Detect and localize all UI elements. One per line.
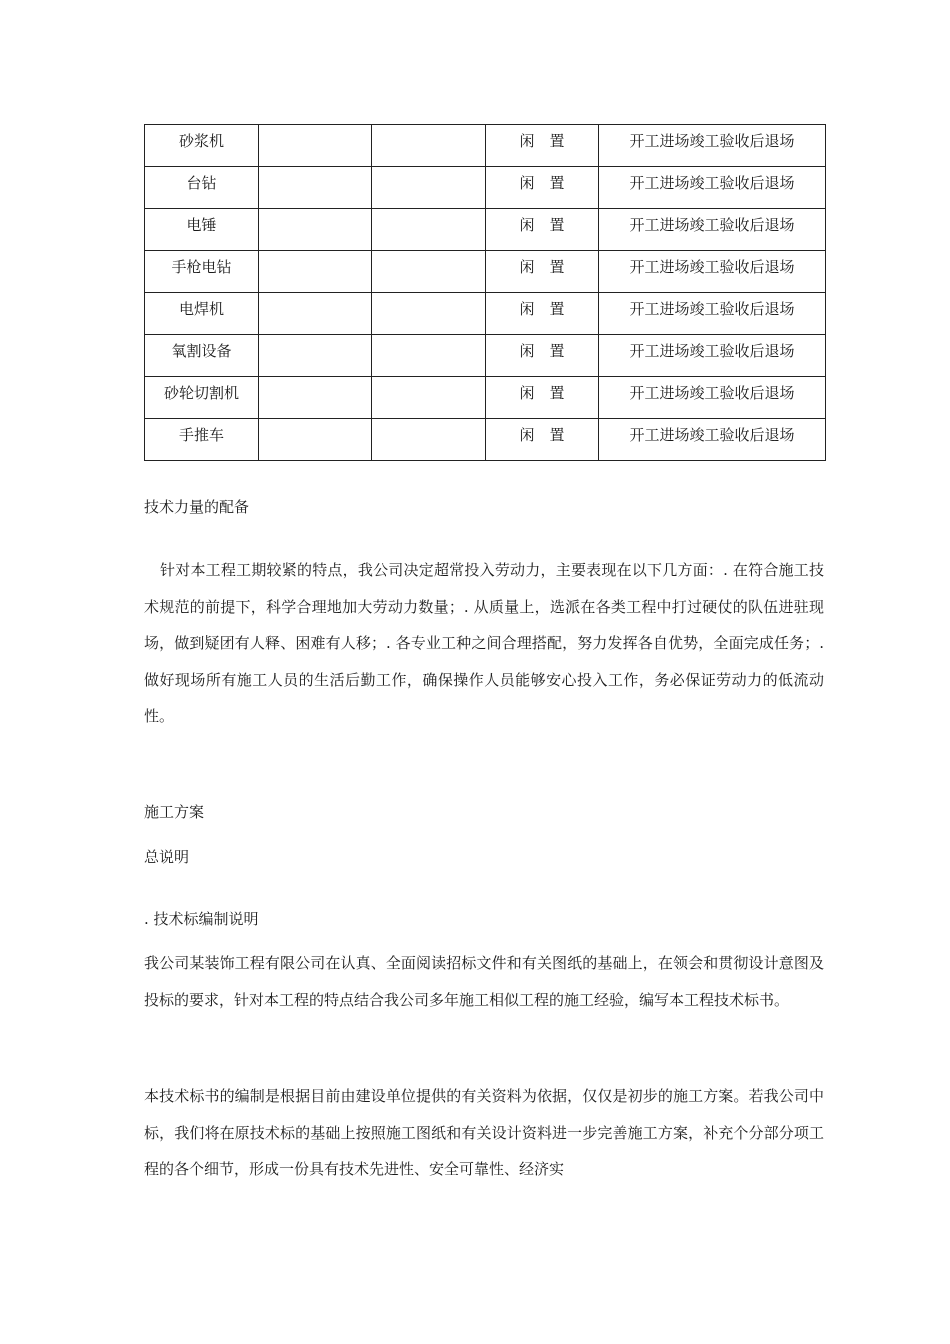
empty-cell: [259, 251, 372, 293]
empty-cell: [259, 335, 372, 377]
compile-notes-heading: . 技术标编制说明: [144, 910, 259, 928]
table-row: [145, 293, 826, 335]
equipment-table: [144, 124, 826, 461]
empty-cell: [259, 167, 372, 209]
schedule-cell: 开工进场竣工验收后退场: [599, 377, 826, 419]
schedule-cell: 开工进场竣工验收后退场: [599, 251, 826, 293]
equipment-name-cell: 手枪电钻: [145, 251, 259, 293]
schedule-cell: 开工进场竣工验收后退场: [599, 209, 826, 251]
equipment-name-cell: 台钻: [145, 167, 259, 209]
equipment-name-cell: 砂浆机: [145, 125, 259, 167]
status-cell: 闲 置: [486, 335, 599, 377]
empty-cell: [372, 167, 486, 209]
equipment-name-cell: 电锤: [145, 209, 259, 251]
schedule-cell: 开工进场竣工验收后退场: [599, 293, 826, 335]
empty-cell: [259, 209, 372, 251]
status-cell: 闲 置: [486, 209, 599, 251]
empty-cell: [372, 377, 486, 419]
compile-paragraph-2: 本技术标书的编制是根据目前由建设单位提供的有关资料为依据，仅仅是初步的施工方案。若我公司中标，我们将在原技术标的基础上按照施工图纸和有关设计资料进一步完善施工方案，补充个分部分项工程的各个细节，形成一份具有技术先进性、安全可靠性、经济实: [144, 1087, 824, 1178]
status-cell: 闲 置: [486, 167, 599, 209]
equipment-table-body: [145, 125, 826, 461]
empty-cell: [372, 419, 486, 461]
status-cell: 闲 置: [486, 377, 599, 419]
table-row: [145, 377, 826, 419]
empty-cell: [372, 335, 486, 377]
schedule-cell: 开工进场竣工验收后退场: [599, 167, 826, 209]
equipment-name-cell: 电焊机: [145, 293, 259, 335]
empty-cell: [372, 209, 486, 251]
empty-cell: [372, 251, 486, 293]
equipment-name-cell: 手推车: [145, 419, 259, 461]
general-description-heading: 总说明: [144, 848, 190, 866]
table-row: [145, 125, 826, 167]
status-cell: 闲 置: [486, 125, 599, 167]
tech-force-heading: 技术力量的配备: [144, 498, 250, 516]
schedule-cell: 开工进场竣工验收后退场: [599, 335, 826, 377]
empty-cell: [372, 125, 486, 167]
table-row: [145, 419, 826, 461]
equipment-name-cell: 氧割设备: [145, 335, 259, 377]
schedule-cell: 开工进场竣工验收后退场: [599, 125, 826, 167]
empty-cell: [259, 419, 372, 461]
empty-cell: [259, 293, 372, 335]
status-cell: 闲 置: [486, 293, 599, 335]
empty-cell: [259, 377, 372, 419]
compile-paragraph-1: 我公司某装饰工程有限公司在认真、全面阅读招标文件和有关图纸的基础上，在领会和贯彻设计意图及投标的要求，针对本工程的特点结合我公司多年施工相似工程的施工经验，编写本工程技术标书。: [144, 954, 824, 1009]
table-row: [145, 251, 826, 293]
table-row: [145, 167, 826, 209]
table-row: [145, 209, 826, 251]
empty-cell: [259, 125, 372, 167]
empty-cell: [372, 293, 486, 335]
construction-plan-heading: 施工方案: [144, 803, 205, 821]
equipment-name-cell: 砂轮切割机: [145, 377, 259, 419]
table-row: [145, 335, 826, 377]
schedule-cell: 开工进场竣工验收后退场: [599, 419, 826, 461]
status-cell: 闲 置: [486, 251, 599, 293]
status-cell: 闲 置: [486, 419, 599, 461]
tech-force-paragraph: 针对本工程工期较紧的特点，我公司决定超常投入劳动力，主要表现在以下几方面：. 在符合施工技术规范的前提下，科学合理地加大劳动力数量；. 从质量上，选派在各类工程中打过硬仗的队伍进驻现场，做到疑团有人释、困难有人移；. 各专业工种之间合理搭配，努力发挥各自优势，全面完成任务；. 做好现场所有施工人员的生活后勤工作，确保操作人员能够安心投入工作，务必保证劳动力的低流动性。: [144, 561, 824, 725]
